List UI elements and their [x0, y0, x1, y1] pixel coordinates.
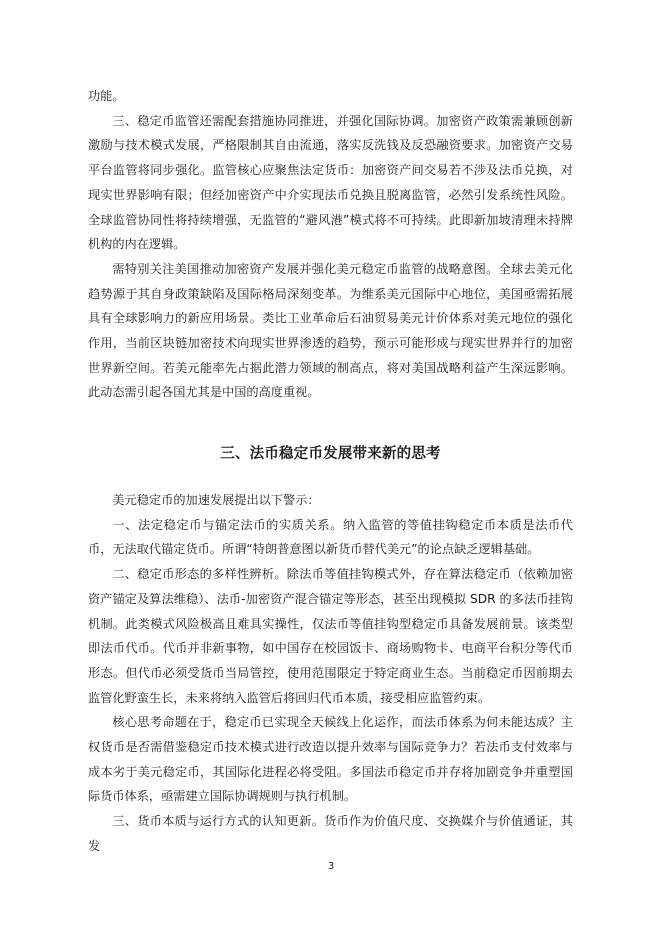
body-section-after: [88, 488, 573, 859]
body-section-before: [88, 84, 573, 405]
paragraph-warning-intro: 美元稳定币的加速发展提出以下警示：: [112, 493, 320, 507]
paragraph-continuation: 功能。: [88, 89, 125, 103]
paragraph-point-one: 一、法定稳定币与锚定法币的实质关系。纳入监管的等值挂钩稳定币本质是法币代币，无法取代锚定货币。所谓“特朗普意图以新货币替代美元”的论点缺乏逻辑基础。: [88, 517, 573, 557]
paragraph-point-three: 三、货币本质与运行方式的认知更新。货币作为价值尺度、交换媒介与价值通证，其发: [88, 814, 573, 853]
paragraph-us-strategy: 需特别关注美国推动加密资产发展并强化美元稳定币监管的战略意图。全球去美元化趋势源于其自身政策缺陷及国际格局深刻变革。为维系美元国际中心地位，美国亟需拓展具有全球影响力的新应用场景。类比工业革命后石油贸易美元计价体系对美元地位的强化作用，当前区块链加密技术向现实世界渗透的趋势，预示可能形成与现实世界并行的加密世界新空间。若美元能率先占据此潜力领域的制高点，将对美国战略利益产生深远影响。此动态需引起各国尤其是中国的高度重视。: [88, 261, 573, 400]
page-number: 3: [327, 861, 335, 872]
paragraph-regulation: 三、稳定币监管还需配套措施协同推进，并强化国际协调。加密资产政策需兼顾创新激励与技术模式发展，严格限制其自由流通，落实反洗钱及反恐融资要求。加密资产交易平台监管将同步强化。监管核心应聚焦法定货币：加密资产间交易若不涉及法币兑换，对现实世界影响有限；但经加密资产中介实现法币兑换且脱离监管，必然引发系统性风险。全球监管协同性将持续增强，无监管的“避风港”模式将不可持续。此即新加坡清理未持牌机构的内在逻辑。: [88, 113, 573, 252]
section-heading: 三、法币稳定币发展带来新的思考: [220, 446, 441, 462]
paragraph-point-two: 二、稳定币形态的多样性辨析。除法币等值挂钩模式外，存在算法稳定币（依赖加密资产锚定及算法维稳）、法币-加密资产混合锚定等形态，甚至出现模拟 SDR 的多法币挂钩机制。此类模式风险极高且难具实操性，仅法币等值挂钩型稳定币具备发展前景。该类型即法币代币。代币并非新事物，如中国存在校园饭卡、商场购物卡、电商平台积分等代币形态。但代币必须受货币当局管控，使用范围限定于特定商业生态。当前稳定币因前期去监管化野蛮生长，未来将纳入监管后将回归代币本质，接受相应监管约束。: [88, 567, 573, 705]
paragraph-core-question: 核心思考命题在于，稳定币已实现全天候线上化运作，而法币体系为何未能达成？主权货币是否需借鉴稳定币技术模式进行改造以提升效率与国际竞争力？若法币支付效率与成本劣于美元稳定币，其国际化进程必将受阻。多国法币稳定币并存将加剧竞争并重塑国际货币体系，亟需建立国际协调规则与执行机制。: [88, 715, 573, 804]
